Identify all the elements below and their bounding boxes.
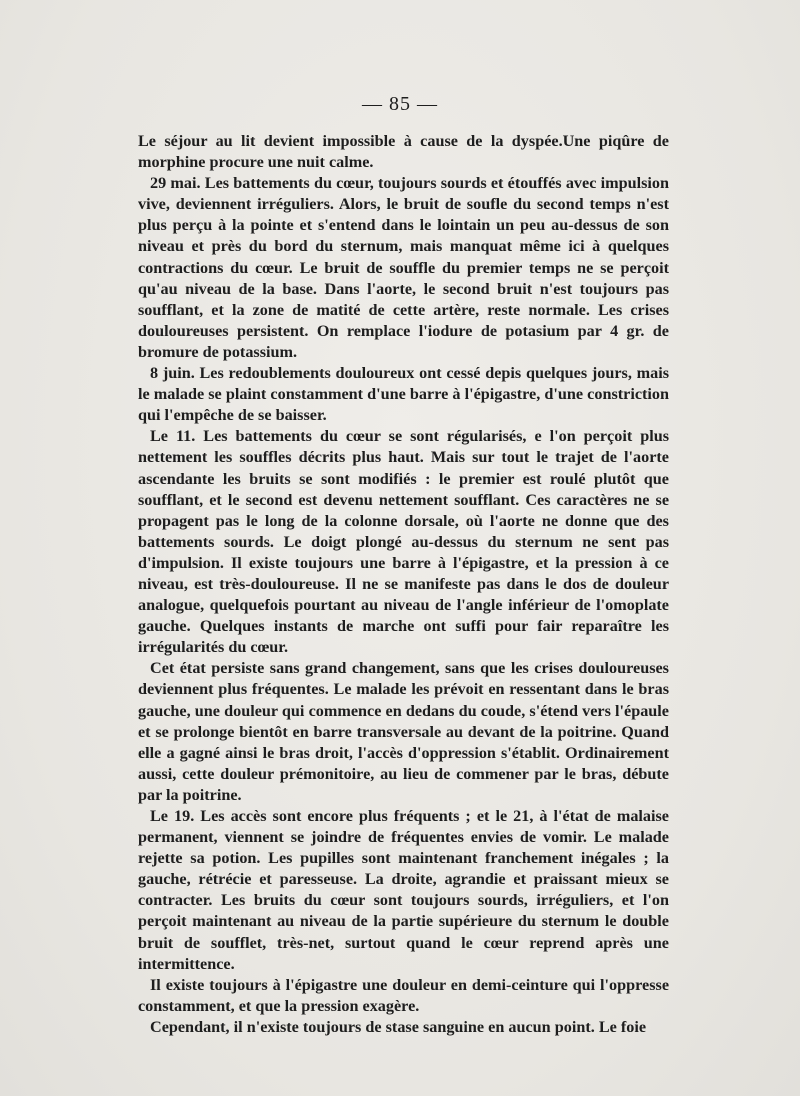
paragraph: Cependant, il n'existe toujours de stase sanguine en aucun point. Le foie — [150, 1017, 647, 1036]
paragraph: 8 juin. Les redoublements douloureux ont cessé depis quelques jours, mais le malade se plaint constamment d'une barre à l'épigastre, d'une constriction qui l'empêche de se baisser. — [138, 364, 669, 425]
paragraph: Le 19. Les accès sont encore plus fréquents ; et le 21, à l'état de malaise permanent, viennent se joindre de fréquentes envies de vomir. Le malade rejette sa potion. Les pupilles sont maintenant franchement inégales ; la gauche, rétrécie et paresseuse. La droite, agrandie et praissant mieux se contracter. Les bruits du cœur sont toujours sourds, irréguliers, et l'on perçoit maintenant au niveau de la partie supérieure du sternum le double bruit de soufflet, très-net, surtout quand le cœur reprend après une intermittence. — [138, 807, 669, 973]
paragraph: Il existe toujours à l'épigastre une douleur en demi-ceinture qui l'oppresse constamment, et que la pression exagère. — [138, 975, 669, 1015]
body-text — [138, 131, 669, 1038]
paragraph: Le 11. Les battements du cœur se sont régularisés, e l'on perçoit plus nettement les souffles décrits plus haut. Mais sur tout le trajet de l'aorte ascendante les bruits se sont modifiés : le premier est roulé plutôt que soufflant, et le second est devenu nettement soufflant. Ces caractères ne se propagent pas le long de la colonne dorsale, où l'aorte ne donne que des battements sourds. Le doigt plongé au-dessus du sternum ne sent pas d'impulsion. Il existe toujours une barre à l'épigastre, et la pression à ce niveau, est très-douloureuse. Il ne se manifeste pas dans le dos de douleur analogue, quelquefois pourtant au niveau de l'angle inférieur de l'omoplate gauche. Quelques instants de marche ont suffi pour fair reparaître les irrégularités du cœur. — [138, 427, 669, 657]
paragraph: 29 mai. Les battements du cœur, toujours sourds et étouffés avec impulsion vive, deviennent irréguliers. Alors, le bruit de soufle du second temps n'est plus perçu à la pointe et s'entend dans le lointain un peu au-dessus de son niveau et près du bord du sternum, mais manquat même ici à quelques contractions du cœur. Le bruit de souffle du premier temps ne se perçoit qu'au niveau de la base. Dans l'aorte, le second bruit n'est toujours pas soufflant, et la zone de matité de cette artère, reste normale. Les crises douloureuses persistent. On remplace l'iodure de potasium par 4 gr. de bromure de potassium. — [138, 174, 669, 361]
page-number: — 85 — — [362, 93, 438, 115]
paragraph: Le séjour au lit devient impossible à cause de la dyspée.Une piqûre de morphine procure une nuit calme. — [138, 132, 669, 172]
paragraph: Cet état persiste sans grand changement, sans que les crises douloureuses deviennent plus fréquentes. Le malade les prévoit en ressentant dans le bras gauche, une douleur qui commence en dedans du coude, s'étend vers l'épaule et se prolonge bientôt en barre transversale au devant de la poitrine. Quand elle a gagné ainsi le bras droit, l'accès d'oppression s'établit. Ordinairement aussi, cette douleur prémonitoire, au lieu de commener par le bras, débute par la poitrine. — [138, 659, 669, 804]
